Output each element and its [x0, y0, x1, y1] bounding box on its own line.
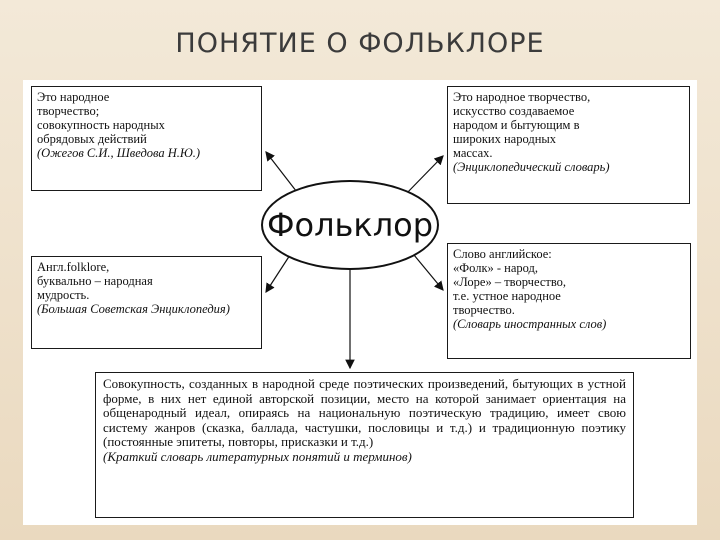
definition-line: широких народных	[453, 132, 557, 146]
definition-box-middle-left	[31, 256, 262, 349]
definition-box-middle-right	[447, 243, 691, 359]
definition-line: творчество;	[37, 104, 100, 118]
definition-line: «Фолк» - народ,	[453, 261, 539, 275]
definition-source: (Энциклопедический словарь)	[453, 160, 610, 174]
definition-line: т.е. устное народное	[453, 289, 561, 303]
definition-source: (Ожегов С.И., Шведова Н.Ю.)	[37, 146, 201, 160]
center-concept-ellipse	[261, 180, 439, 270]
definition-line: Это народное творчество,	[453, 90, 591, 104]
definition-source: (Словарь иностранных слов)	[453, 317, 607, 331]
definition-source: (Краткий словарь литературных понятий и терминов)	[103, 448, 412, 464]
definition-line: мудрость.	[37, 288, 90, 302]
definition-line: обрядовых действий	[37, 132, 147, 146]
definition-box-bottom	[95, 372, 634, 518]
definition-line: массах.	[453, 146, 493, 160]
definition-line: Это народное	[37, 90, 110, 104]
definition-line: Англ.folklore,	[37, 260, 110, 274]
center-concept-label: Фольклор	[266, 206, 434, 244]
definition-box-top-right	[447, 86, 690, 204]
definition-box-top-left	[31, 86, 262, 191]
definition-line: совокупность народных	[37, 118, 165, 132]
definition-source: (Большая Советская Энциклопедия)	[37, 302, 230, 316]
definition-line: буквально – народная	[37, 274, 153, 288]
definition-line: народом и бытующим в	[453, 118, 580, 132]
definition-text: Совокупность, созданных в народной среде поэтических произведений, бытующих в устной форме, в них нет единой авторской позиции, место на которой занимает ориентация на общенародный идеал, опираясь на национальную поэтическую традицию, имеет свою систему жанров (сказка, баллада, частушки, пословицы и т.д.) и традиционную поэтику (постоянные эпитеты, повторы, присказки и т.д.)	[103, 376, 626, 450]
definition-line: Слово английское:	[453, 247, 552, 261]
definition-line: творчество.	[453, 303, 515, 317]
definition-line: искусство создаваемое	[453, 104, 575, 118]
definition-line: «Лоре» – творчество,	[453, 275, 567, 289]
page-title: ПОНЯТИЕ О ФОЛЬКЛОРЕ	[175, 28, 545, 59]
